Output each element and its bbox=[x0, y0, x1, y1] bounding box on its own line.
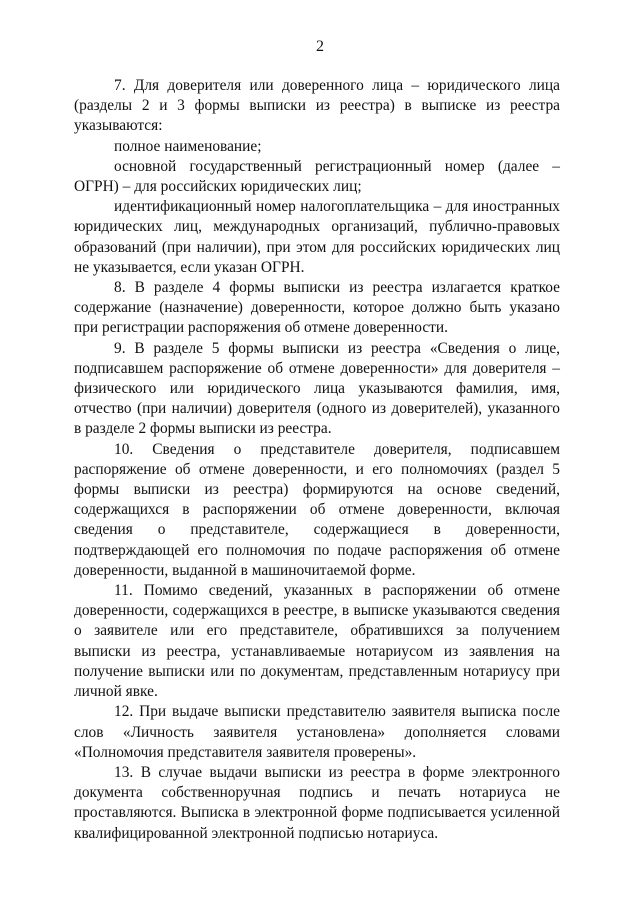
paragraph-7-item-ogrn: основной государственный регистрационный номер (далее – ОГРН) – для российских юридических лиц; bbox=[74, 157, 560, 196]
paragraph-13: 13. В случае выдачи выписки из реестра в форме электронного документа собственноручная подпись и печать нотариуса не проставляются. Выписка в электронной форме подписывается усиленной квалифицированной электронной подписью нотариуса. bbox=[74, 763, 560, 842]
paragraph-7: 7. Для доверителя или доверенного лица – юридического лица (разделы 2 и 3 формы выписки из реестра) в выписке из реестра указываются: bbox=[74, 77, 560, 135]
paragraph-8: 8. В разделе 4 формы выписки из реестра излагается краткое содержание (назначение) доверенности, которое должно быть указано при регистрации распоряжения об отмене доверенности. bbox=[74, 279, 560, 337]
paragraph-11: 11. Помимо сведений, указанных в распоряжении об отмене доверенности, содержащихся в реестре, в выписке указываются сведения о заявителе или его представителе, обратившихся за получением выписки из реестра, устанавливаемые нотариусом из заявления на получение выписки или по документам, представленным нотариусу при личной явке. bbox=[74, 582, 560, 701]
paragraph-7-item-full-name: полное наименование; bbox=[114, 137, 262, 155]
document-body bbox=[74, 76, 560, 844]
page-number: 2 bbox=[316, 38, 324, 55]
paragraph-9: 9. В разделе 5 формы выписки из реестра «Сведения о лице, подписавшем распоряжение об отмене доверенности» для доверителя – физического или юридического лица указываются фамилия, имя, отчество (при наличии) доверителя (одного из доверителей), указанного в разделе 2 формы выписки из реестра. bbox=[74, 339, 560, 438]
paragraph-12: 12. При выдаче выписки представителю заявителя выписка после слов «Личность заявителя установлена» дополняется словами «Полномочия представителя заявителя проверены». bbox=[74, 703, 560, 761]
paragraph-7-item-inn: идентификационный номер налогоплательщика – для иностранных юридических лиц, международных организаций, публично-правовых образований (при наличии), при этом для российских юридических лиц не указывается, если указан ОГРН. bbox=[74, 198, 560, 276]
paragraph-10: 10. Сведения о представителе доверителя, подписавшем распоряжение об отмене доверенности, и его полномочиях (раздел 5 формы выписки из реестра) формируются на основе сведений, содержащихся в распоряжении об отмене доверенности, включая сведения о представителе, содержащиеся в доверенности, подтверждающей его полномочия по подаче распоряжения об отмене доверенности, выданной в машиночитаемой форме. bbox=[74, 440, 560, 579]
